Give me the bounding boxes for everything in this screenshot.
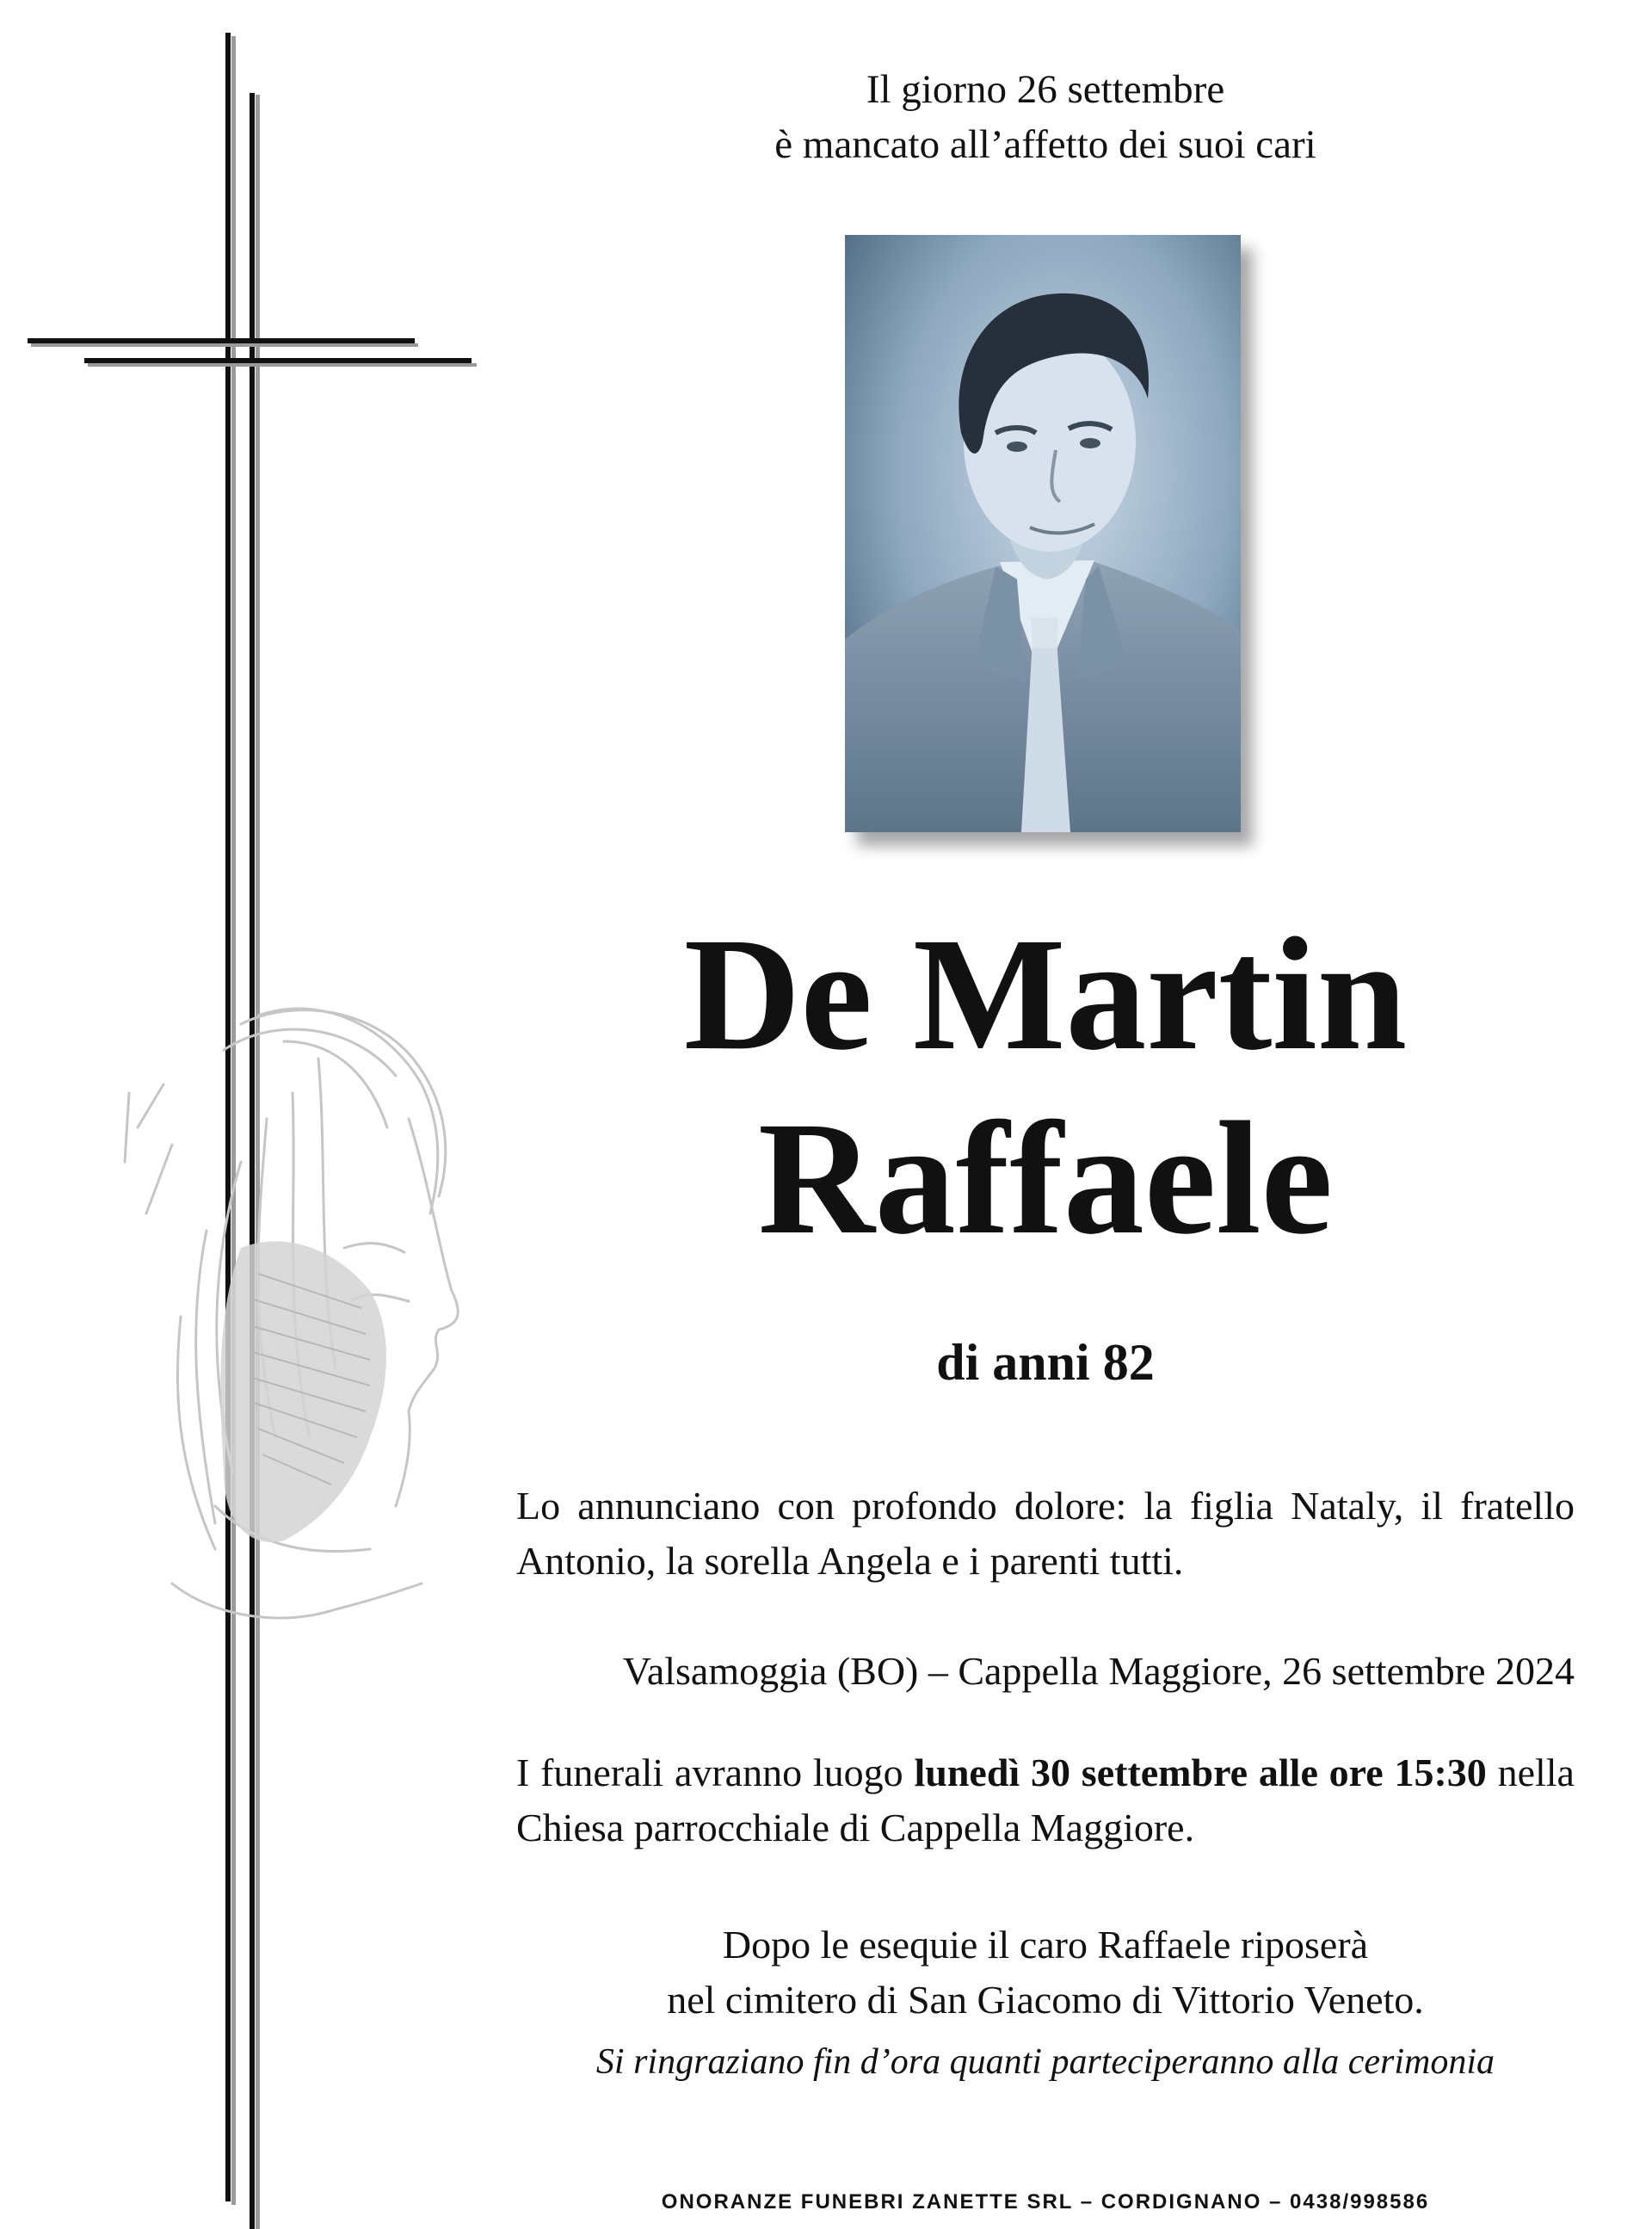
age-text: di anni 82 bbox=[936, 1334, 1155, 1391]
given-name: Raffaele bbox=[757, 1088, 1334, 1268]
burial-line-1: Dopo le esequie il caro Raffaele riposerà bbox=[722, 1923, 1369, 1967]
thanks-text: Si ringraziano fin d’ora quanti parteciperanno alla cerimonia bbox=[595, 2042, 1495, 2082]
intro-line-2: è mancato all’affetto dei suoi cari bbox=[774, 122, 1316, 167]
burial-line-2: nel cimitero di San Giacomo di Vittorio Veneto. bbox=[667, 1978, 1424, 2022]
intro-text bbox=[671, 62, 1420, 172]
funeral-suffix: nella Chiesa parrocchiale di Cappella Maggiore. bbox=[516, 1750, 1575, 1849]
funeral-date: lunedì 30 settembre alle ore 15:30 bbox=[914, 1750, 1487, 1794]
burial-text bbox=[551, 1917, 1540, 2028]
intro-line-1: Il giorno 26 settembre bbox=[866, 67, 1225, 112]
funeral-text bbox=[516, 1745, 1575, 1855]
footer-funeral-home: ONORANZE FUNEBRI ZANETTE SRL – CORDIGNANO – 0438/998586 bbox=[661, 2190, 1430, 2214]
place-date-text: Valsamoggia (BO) – Cappella Maggiore, 26 settembre 2024 bbox=[622, 1649, 1575, 1693]
funeral-prefix: I funerali avranno luogo bbox=[516, 1750, 915, 1794]
portrait-photo bbox=[845, 235, 1241, 832]
deceased-name bbox=[551, 902, 1540, 1270]
christ-face-sketch-icon bbox=[112, 990, 490, 1678]
announcement-text: Lo annunciano con profondo dolore: la figlia Nataly, il fratello Antonio, la sorella Angela e i parenti tutti. bbox=[516, 1484, 1575, 1583]
portrait-photo-icon bbox=[845, 235, 1241, 832]
surname: De Martin bbox=[683, 904, 1408, 1084]
